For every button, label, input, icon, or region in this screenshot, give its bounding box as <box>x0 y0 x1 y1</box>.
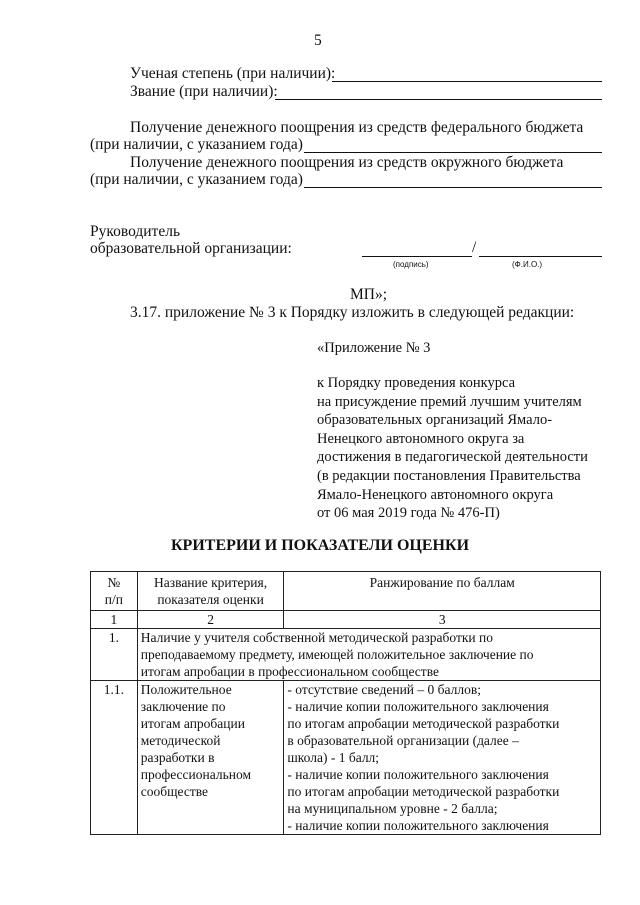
head-label-line1: Руководитель <box>90 223 181 240</box>
signature-line <box>362 256 472 257</box>
appendix-line: Ямало-Ненецкого автономного округа <box>317 486 554 503</box>
criterion-text <box>137 629 600 681</box>
district-bonus-line1: Получение денежного поощрения из средств окружного бюджета <box>130 154 564 171</box>
ranking-line: - наличие копии положительного заключения <box>287 818 549 833</box>
criterion-line: преподаваемому предмету, имеющей положительное заключение по <box>140 647 534 662</box>
criterion-line: Наличие у учителя собственной методической разработки по <box>140 630 493 645</box>
table-row <box>91 629 601 681</box>
indicator-name-line: сообществе <box>140 784 209 799</box>
appendix-line: (в редакции постановления Правительства <box>317 468 581 484</box>
signature-slash: / <box>472 239 477 256</box>
header-name-line: показателя оценки <box>157 592 264 607</box>
degree-field-line <box>332 81 602 82</box>
appendix-line: от 06 мая 2019 года № 476-П) <box>317 505 500 522</box>
header-num-line: № <box>107 575 121 590</box>
federal-bonus-line2: (при наличии, с указанием года) <box>90 136 303 153</box>
clause-text: 3.17. приложение № 3 к Порядку изложить в следующей редакции: <box>130 304 575 321</box>
title-label: Звание (при наличии): <box>130 83 278 100</box>
title-field-line <box>275 99 602 100</box>
header-ranking-text: Ранжирование по баллам <box>369 575 515 590</box>
indicator-name-line: разработки в <box>140 750 215 765</box>
appendix-line: к Порядку проведения конкурса <box>317 375 516 391</box>
appendix-line: Ненецкого автономного округа за <box>317 430 525 447</box>
ranking-text <box>284 681 601 835</box>
ranking-line: по итогам апробации методической разработки <box>287 784 560 799</box>
federal-field-line <box>304 152 602 153</box>
table-header-row <box>91 572 601 611</box>
district-bonus-line2: (при наличии, с указанием года) <box>90 171 303 188</box>
header-num-line: п/п <box>104 592 123 607</box>
ranking-line: - наличие копии положительного заключения <box>287 767 549 782</box>
stamp-label: МП»; <box>350 286 388 303</box>
col-number: 3 <box>284 611 601 629</box>
header-num <box>91 572 138 611</box>
col-number: 2 <box>137 611 284 629</box>
row-number: 1.1. <box>91 681 138 835</box>
indicator-name <box>137 681 284 835</box>
district-field-line <box>304 187 602 188</box>
appendix-line: достижения в педагогической деятельности <box>317 449 588 466</box>
indicator-name-line: профессиональном <box>140 767 251 782</box>
column-number-row <box>91 611 601 629</box>
appendix-line: на присуждение премий лучшим учителям <box>317 393 582 410</box>
criterion-line: итогам апробации в профессиональном сообществе <box>140 664 439 679</box>
header-name-line: Название критерия, <box>154 575 268 590</box>
ranking-line: на муниципальном уровне - 2 балла; <box>287 801 498 816</box>
ranking-line: школа) - 1 балл; <box>287 750 380 765</box>
indicator-name-line: итогам апробации <box>140 716 245 731</box>
name-caption: (Ф.И.О.) <box>512 260 543 269</box>
page-number: 5 <box>314 32 322 49</box>
row-number: 1. <box>91 629 138 681</box>
head-label-line2: образовательной организации: <box>90 240 292 257</box>
table-row <box>91 681 601 835</box>
ranking-line: - наличие копии положительного заключения <box>287 699 549 714</box>
ranking-line: по итогам апробации методической разработки <box>287 716 560 731</box>
degree-label: Ученая степень (при наличии): <box>130 65 336 82</box>
ranking-line: - отсутствие сведений – 0 баллов; <box>287 682 481 697</box>
header-ranking <box>284 572 601 611</box>
indicator-name-line: методической <box>140 733 221 748</box>
name-line <box>479 256 602 257</box>
appendix-line: образовательных организаций Ямало- <box>317 412 553 429</box>
col-number: 1 <box>91 611 138 629</box>
signature-caption: (подпись) <box>393 260 429 269</box>
indicator-name-line: Положительное <box>140 682 232 697</box>
ranking-line: в образовательной организации (далее – <box>287 733 519 748</box>
header-name <box>137 572 284 611</box>
federal-bonus-line1: Получение денежного поощрения из средств федерального бюджета <box>130 119 584 136</box>
criteria-heading: КРИТЕРИИ И ПОКАЗАТЕЛИ ОЦЕНКИ <box>170 537 470 554</box>
appendix-title: «Приложение № 3 <box>317 340 431 356</box>
criteria-table <box>90 571 601 835</box>
indicator-name-line: заключение по <box>140 699 226 714</box>
